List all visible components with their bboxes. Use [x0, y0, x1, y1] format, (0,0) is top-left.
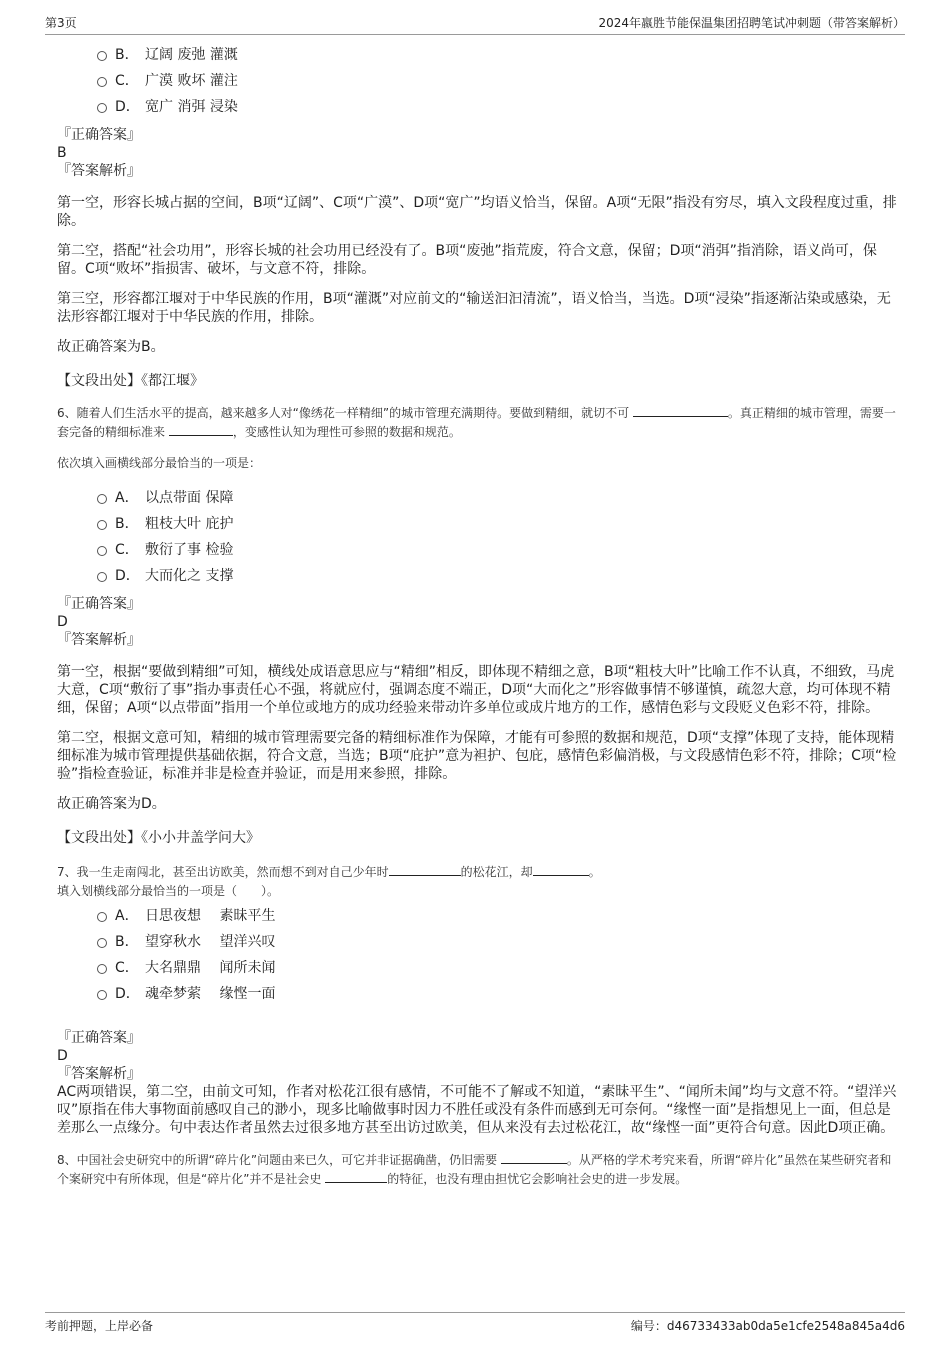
q7-analysis-label: 『答案解析』 — [57, 1066, 141, 1082]
radio-icon[interactable] — [97, 572, 107, 582]
q5-option-d[interactable]: D． 宽广 消弭 浸染 — [57, 94, 897, 120]
q5-option-b[interactable]: B． 辽阔 废弛 灌溉 — [57, 42, 897, 68]
q7-blank-1 — [389, 863, 461, 876]
q6-analysis-para: 第二空，根据文意可知，精细的城市管理需要完备的精细标准作为保障，才能有可参照的数据和规范，D项“支撑”体现了支持，能体现精细标准为城市管理提供基础依据，符合文意，当选；B项“庇护”意为袒护、包庇，感情色彩偏消极，与文段感情色彩不符，排除；C项“检验”指检查验证，标准并非是检查并验证，而是用来参照，排除。 — [57, 730, 897, 782]
q6-blank-2 — [169, 423, 233, 436]
q7-option-b[interactable]: B． 望穿秋水 望洋兴叹 — [57, 929, 897, 955]
q8-stem: 8、中国社会史研究中的所谓“碎片化”问题由来已久，可它并非证据确凿，仍旧需要 。从严格的学术考究来看，所谓“碎片化”虽然在某些研究者和个案研究中有所体现，但是“碎片化”并不是社会史 的特征，也没有理由担忧它会影响社会史的进一步发展。 — [57, 1153, 892, 1186]
q6-option-b[interactable]: B． 粗枝大叶 庇护 — [57, 511, 897, 537]
q6-answer: D — [57, 614, 68, 630]
q6-stem: 6、随着人们生活水平的提高，越来越多人对“像绣花一样精细”的城市管理充满期待。要做到精细，就切不可 。真正精细的城市管理，需要一套完备的精细标准来 ，变感性认知为理性可参照的数据和规范。 — [57, 406, 896, 439]
q6-analysis-label: 『答案解析』 — [57, 632, 141, 648]
q6-options — [57, 485, 897, 589]
q5-analysis-label: 『答案解析』 — [57, 163, 141, 179]
document-body — [57, 42, 897, 1189]
q5-answer-label: 『正确答案』 — [57, 127, 141, 143]
q5-analysis-para: 第三空，形容都江堰对于中华民族的作用，B项“灌溉”对应前文的“输送汩汩清流”，语义恰当，当选。D项“浸染”指逐渐沾染或感染，无法形容都江堰对于中华民族的作用，排除。 — [57, 291, 891, 325]
radio-icon[interactable] — [97, 546, 107, 556]
q7-option-c[interactable]: C． 大名鼎鼎 闻所未闻 — [57, 955, 897, 981]
radio-icon[interactable] — [97, 938, 107, 948]
q7-answer-label: 『正确答案』 — [57, 1030, 141, 1046]
q6-option-a[interactable]: A． 以点带面 保障 — [57, 485, 897, 511]
radio-icon[interactable] — [97, 77, 107, 87]
q5-answer: B — [57, 145, 67, 161]
q7-stem: 7、我一生走南闯北，甚至出访欧美，然而想不到对自己少年时 的松花江，却 。 — [57, 865, 601, 879]
q7-analysis-para: AC两项错误，第二空，由前文可知，作者对松花江很有感情，不可能不了解或不知道，“素昧平生”、“闻所未闻”均与文意不符。“望洋兴叹”原指在伟大事物面前感叹自己的渺小，现多比喻做事时因力不胜任或没有条件而感到无可奈何。“缘悭一面”是指想见上一面，但总是差那么一点缘分。句中表达作者虽然去过很多地方甚至出访过欧美，但从来没有去过松花江，故“缘悭一面”更符合句意。因此D项正确。 — [57, 1084, 897, 1136]
document-code: 编号：d46733433ab0da5e1cfe2548a845a4d6 — [630, 1319, 905, 1333]
page-number: 第3页 — [45, 16, 77, 30]
page-header — [45, 12, 905, 35]
q5-conclusion: 故正确答案为B。 — [57, 339, 165, 355]
q8-blank-1 — [501, 1151, 567, 1164]
radio-icon[interactable] — [97, 520, 107, 530]
footer-slogan: 考前押题，上岸必备 — [45, 1319, 154, 1333]
q7-options — [57, 903, 897, 1007]
q5-option-c[interactable]: C． 广漠 败坏 灌注 — [57, 68, 897, 94]
q7-blank-2 — [533, 863, 589, 876]
q7-answer: D — [57, 1048, 68, 1064]
q6-option-c[interactable]: C． 敷衍了事 检验 — [57, 537, 897, 563]
radio-icon[interactable] — [97, 51, 107, 61]
q6-instruction: 依次填入画横线部分最恰当的一项是： — [57, 456, 262, 470]
q6-conclusion: 故正确答案为D。 — [57, 796, 166, 812]
page-footer — [45, 1312, 905, 1337]
q6-answer-label: 『正确答案』 — [57, 596, 141, 612]
document-title: 2024年嬴胜节能保温集团招聘笔试冲刺题（带答案解析） — [598, 16, 905, 30]
q7-instruction: 填入划横线部分最恰当的一项是（ ）。 — [57, 884, 280, 898]
radio-icon[interactable] — [97, 990, 107, 1000]
radio-icon[interactable] — [97, 964, 107, 974]
radio-icon[interactable] — [97, 912, 107, 922]
q5-source: 【文段出处】《都江堰》 — [57, 373, 204, 389]
q7-option-a[interactable]: A． 日思夜想 素昧平生 — [57, 903, 897, 929]
q5-analysis-para: 第一空，形容长城占据的空间，B项“辽阔”、C项“广漠”、D项“宽广”均语义恰当，保留。A项“无限”指没有穷尽，填入文段程度过重，排除。 — [57, 195, 897, 229]
radio-icon[interactable] — [97, 494, 107, 504]
q6-blank-1 — [633, 404, 728, 417]
q6-analysis-para: 第一空，根据“要做到精细”可知，横线处成语意思应与“精细”相反，即体现不精细之意，B项“粗枝大叶”比喻工作不认真，不细致，马虎大意，C项“敷衍了事”指办事责任心不强，将就应付，强调态度不端正，D项“大而化之”形容做事情不够谨慎，疏忽大意，均可体现不精细，保留；A项“以点带面”指用一个单位或地方的成功经验来带动许多单位或成片地方的工作，感情色彩与文段贬义色彩不符，排除。 — [57, 664, 895, 716]
q8-blank-2 — [325, 1170, 387, 1183]
q6-source: 【文段出处】《小小井盖学问大》 — [57, 830, 260, 846]
radio-icon[interactable] — [97, 103, 107, 113]
q5-analysis-para: 第二空，搭配“社会功用”，形容长城的社会功用已经没有了。B项“废弛”指荒废，符合文意，保留；D项“消弭”指消除，语义尚可，保留。C项“败坏”指损害、破坏，与文意不符，排除。 — [57, 243, 877, 277]
q5-options — [57, 42, 897, 120]
q7-option-d[interactable]: D． 魂牵梦萦 缘悭一面 — [57, 981, 897, 1007]
q6-option-d[interactable]: D． 大而化之 支撑 — [57, 563, 897, 589]
